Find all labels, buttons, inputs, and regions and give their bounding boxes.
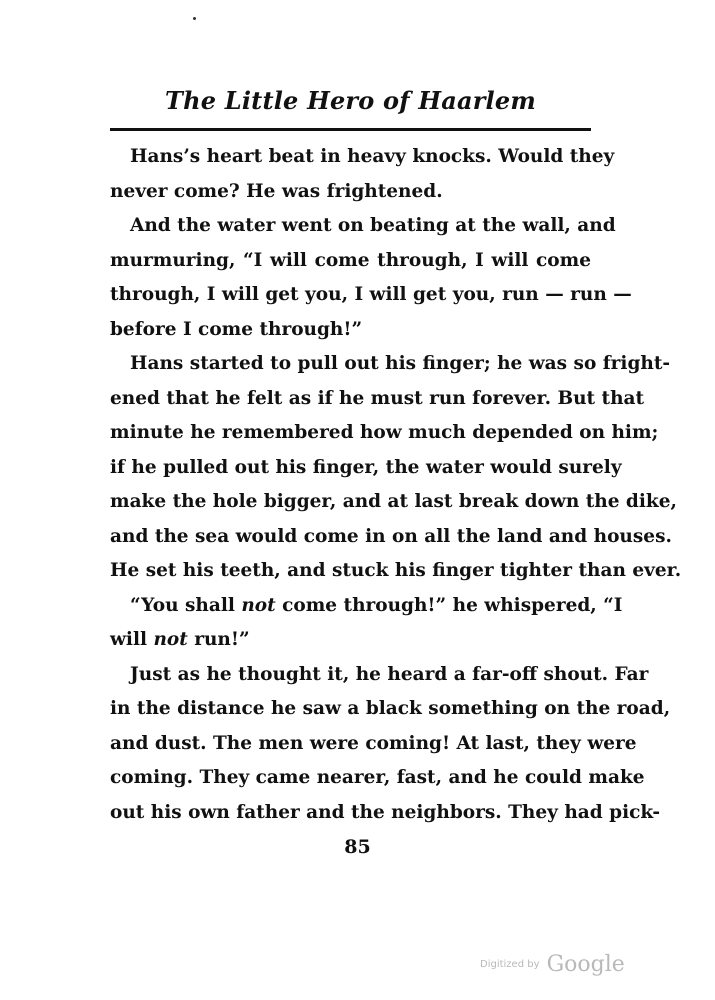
text-line: if he pulled out his finger, the water would surely <box>110 456 622 478</box>
watermark-prefix: Digitized by <box>480 959 540 970</box>
text-line: never come? He was frightened. <box>110 180 443 202</box>
text-line: make the hole bigger, and at last break down the dike, <box>110 491 677 512</box>
text-line: He set his teeth, and stuck his finger tighter than ever. <box>110 560 682 581</box>
text-line: and dust. The men were coming! At last, they were <box>110 732 637 754</box>
header-rule <box>110 128 591 131</box>
text-line: in the distance he saw a black something on the road, <box>110 698 671 719</box>
text-line: before I come through!” <box>110 318 363 340</box>
text-line: “You shall not come through!” he whispered, “I <box>130 594 623 616</box>
page-number: 85 <box>344 836 371 858</box>
digitized-watermark <box>480 952 625 977</box>
text-line: Hans started to pull out his finger; he was so fright- <box>130 353 671 374</box>
page-body <box>110 140 682 830</box>
text-line: Hans’s heart beat in heavy knocks. Would they <box>130 146 615 167</box>
text-line: will not run!” <box>110 629 250 650</box>
text-line: ened that he felt as if he must run forever. But that <box>110 387 645 409</box>
text-line: and the sea would come in on all the land and houses. <box>110 525 672 547</box>
text-line: minute he remembered how much depended on him; <box>110 422 659 443</box>
text-line: coming. They came nearer, fast, and he could make <box>110 767 645 788</box>
text-line: out his own father and the neighbors. They had pick- <box>110 801 661 823</box>
scan-speck <box>193 17 196 20</box>
text-line: murmuring, “I will come through, I will come <box>110 249 591 271</box>
watermark-brand: Google <box>546 952 625 977</box>
running-header: The Little Hero of Haarlem <box>165 86 536 115</box>
text-line: through, I will get you, I will get you, run — run — <box>110 284 632 305</box>
text-line: And the water went on beating at the wall, and <box>130 215 616 236</box>
text-line: Just as he thought it, he heard a far-off shout. Far <box>130 663 649 685</box>
